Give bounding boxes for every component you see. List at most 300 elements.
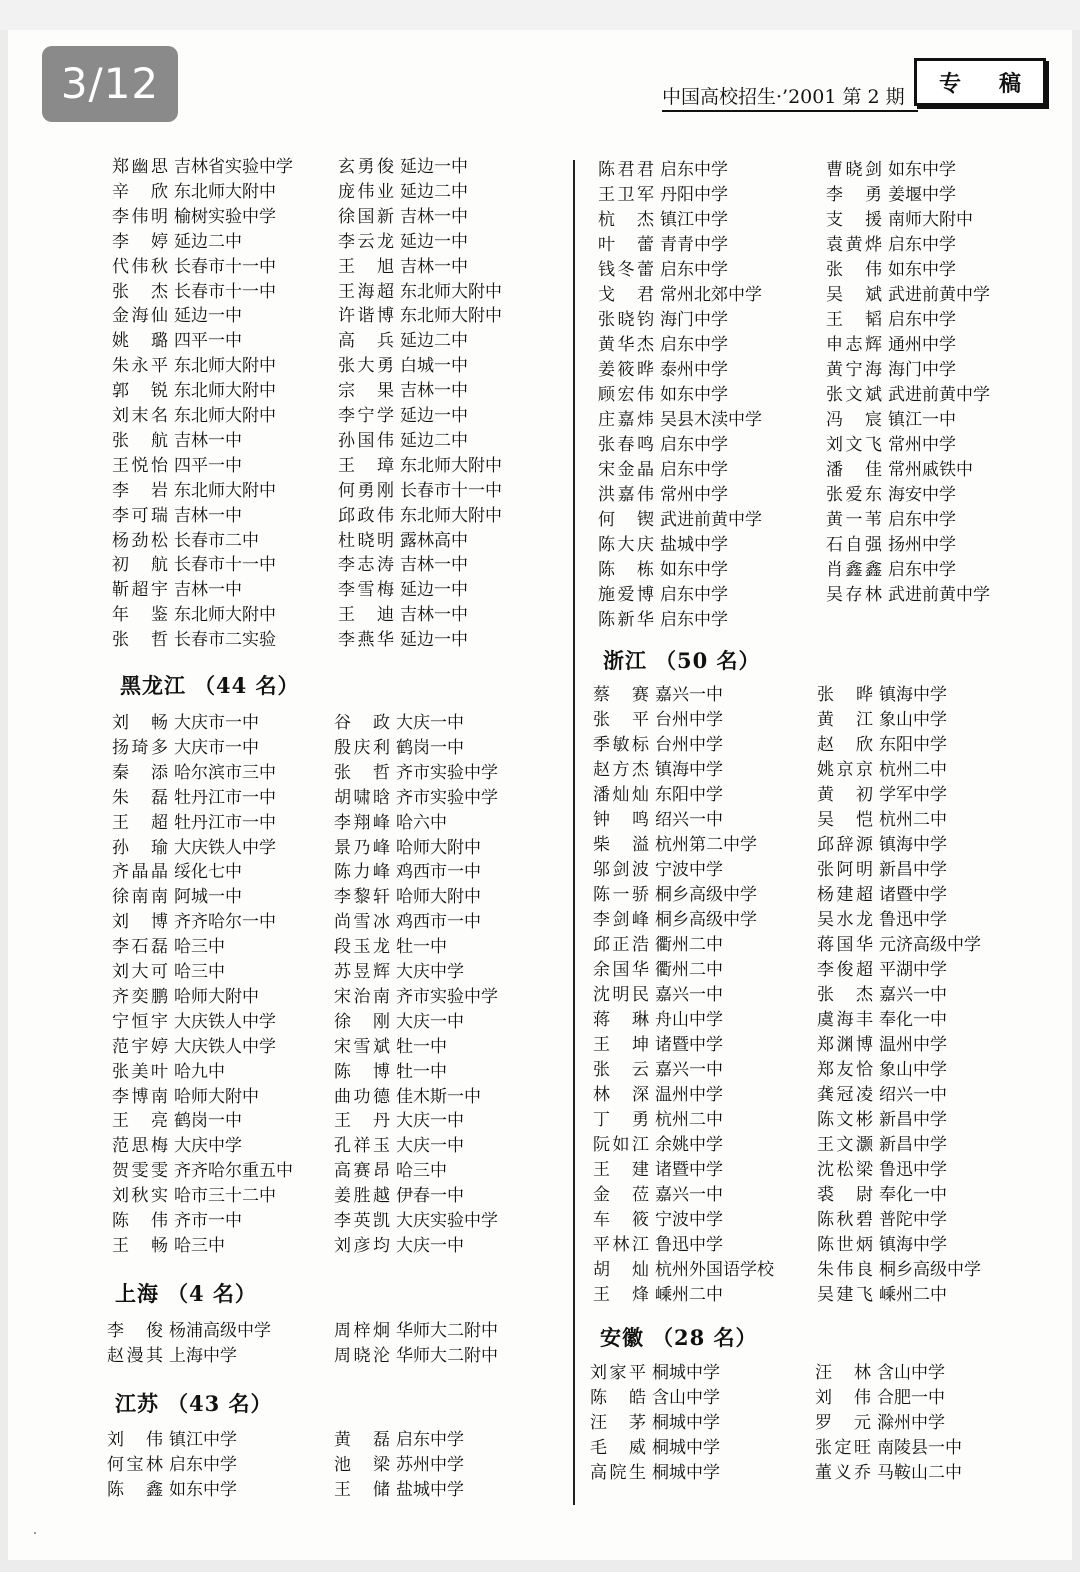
student-entry xyxy=(334,1236,464,1256)
student-name: 赵漫其 xyxy=(107,1346,163,1366)
school-name: 榆树实验中学 xyxy=(174,206,276,227)
page-indicator: 3/12 xyxy=(42,46,178,122)
school-name: 台州中学 xyxy=(655,735,723,755)
student-name: 李 勇 xyxy=(826,185,882,205)
student-entry xyxy=(338,630,468,650)
student-name: 王 烽 xyxy=(593,1285,649,1305)
student-entry xyxy=(112,157,293,177)
school-name: 东北师大附中 xyxy=(174,605,276,626)
student-name: 张 航 xyxy=(112,430,168,451)
student-entry xyxy=(334,838,481,858)
student-entry xyxy=(338,531,468,551)
student-entry xyxy=(112,182,276,202)
student-entry xyxy=(112,937,225,957)
student-entry xyxy=(826,335,956,355)
student-name: 殷庆利 xyxy=(334,737,390,758)
school-name: 大庆铁人中学 xyxy=(174,837,276,858)
school-name: 桐城中学 xyxy=(652,1463,720,1483)
student-entry xyxy=(338,282,502,302)
student-name: 王 储 xyxy=(334,1480,390,1500)
school-name: 东阳中学 xyxy=(879,735,947,755)
school-name: 杭州二中 xyxy=(879,760,947,780)
student-name: 叶 蕾 xyxy=(598,235,654,255)
student-entry xyxy=(826,560,956,580)
school-name: 盐城中学 xyxy=(660,535,728,555)
school-name: 武进前黄中学 xyxy=(888,385,990,405)
student-entry xyxy=(112,381,276,401)
school-name: 常州中学 xyxy=(660,485,728,505)
student-entry xyxy=(826,360,956,380)
student-entry xyxy=(107,1455,237,1475)
school-name: 如东中学 xyxy=(888,160,956,180)
school-name: 诸暨中学 xyxy=(655,1160,723,1180)
student-name: 王卫军 xyxy=(598,185,654,205)
school-name: 吉林一中 xyxy=(174,505,242,526)
student-entry xyxy=(338,331,468,351)
student-name: 曲功德 xyxy=(334,1086,390,1107)
student-name: 蔡 赛 xyxy=(593,685,649,705)
column-divider xyxy=(573,160,575,1505)
student-name: 高院生 xyxy=(590,1463,646,1483)
student-name: 刘 伟 xyxy=(107,1430,163,1450)
school-name: 常州北郊中学 xyxy=(660,285,762,305)
school-name: 桐乡高级中学 xyxy=(655,910,757,930)
student-entry xyxy=(593,735,723,755)
student-name: 池 梁 xyxy=(334,1455,390,1475)
school-name: 齐市实验中学 xyxy=(396,986,498,1007)
student-entry xyxy=(112,605,276,625)
school-name: 泰州中学 xyxy=(660,360,728,380)
student-name: 范思梅 xyxy=(112,1136,168,1157)
province-name: 安徽 xyxy=(600,1325,644,1350)
student-entry xyxy=(598,460,728,480)
section-heading xyxy=(600,1322,758,1352)
school-name: 桐城中学 xyxy=(652,1413,720,1433)
student-name: 陈 栋 xyxy=(598,560,654,580)
student-name: 杨劲松 xyxy=(112,530,168,551)
student-name: 汪 林 xyxy=(815,1363,871,1383)
school-name: 华师大二附中 xyxy=(396,1346,498,1366)
school-name: 奉化一中 xyxy=(879,1185,947,1205)
student-name: 宋金晶 xyxy=(598,460,654,480)
student-entry xyxy=(338,306,502,326)
student-entry xyxy=(593,1085,723,1105)
school-name: 嵊州二中 xyxy=(879,1285,947,1305)
student-name: 毛 威 xyxy=(590,1438,646,1458)
school-name: 牡丹江市一中 xyxy=(174,787,276,808)
student-entry xyxy=(826,585,990,605)
student-entry xyxy=(107,1346,237,1366)
student-entry xyxy=(338,182,468,202)
school-name: 启东中学 xyxy=(888,235,956,255)
school-name: 鹤岗一中 xyxy=(174,1111,242,1132)
student-entry xyxy=(338,232,468,252)
student-entry xyxy=(338,506,502,526)
province-name: 黑龙江 xyxy=(120,673,186,698)
student-entry xyxy=(826,385,990,405)
student-name: 邬剑波 xyxy=(593,860,649,880)
student-name: 高 兵 xyxy=(338,331,394,352)
student-name: 范宇婷 xyxy=(112,1036,168,1057)
scan-speck xyxy=(34,1532,36,1534)
quota-count: （28 名） xyxy=(652,1325,758,1350)
student-entry xyxy=(334,788,498,808)
student-entry xyxy=(817,1210,947,1230)
student-name: 胡 灿 xyxy=(593,1260,649,1280)
school-name: 大庆一中 xyxy=(396,1136,464,1157)
student-name: 刘大可 xyxy=(112,962,168,982)
school-name: 马鞍山二中 xyxy=(877,1463,962,1483)
student-entry xyxy=(338,481,502,501)
school-name: 吉林一中 xyxy=(400,605,468,626)
student-entry xyxy=(817,1235,947,1255)
student-name: 朱永平 xyxy=(112,356,168,377)
student-name: 王 丹 xyxy=(334,1111,390,1132)
student-entry xyxy=(826,260,956,280)
school-name: 绍兴一中 xyxy=(655,810,723,830)
school-name: 东北师大附中 xyxy=(400,455,502,476)
quota-count: （44 名） xyxy=(194,673,300,698)
student-entry xyxy=(112,555,276,575)
student-name: 李翔峰 xyxy=(334,812,390,833)
student-entry xyxy=(334,1087,481,1107)
student-name: 宋雪斌 xyxy=(334,1036,390,1057)
student-name: 景乃峰 xyxy=(334,837,390,858)
student-name: 张春鸣 xyxy=(598,435,654,455)
student-entry xyxy=(112,987,259,1007)
student-entry xyxy=(598,360,728,380)
student-entry xyxy=(338,257,468,277)
school-name: 镇江一中 xyxy=(888,410,956,430)
student-entry xyxy=(598,335,728,355)
student-name: 庞伟业 xyxy=(338,181,394,202)
school-name: 大庆中学 xyxy=(174,1136,242,1157)
student-name: 姚京京 xyxy=(817,760,873,780)
student-name: 刘 伟 xyxy=(815,1388,871,1408)
school-name: 大庆市一中 xyxy=(174,713,259,733)
student-name: 秦 添 xyxy=(112,762,168,783)
school-name: 东北师大附中 xyxy=(174,381,276,402)
student-name: 车 筱 xyxy=(593,1210,649,1230)
student-entry xyxy=(590,1438,720,1458)
student-name: 王 超 xyxy=(112,812,168,833)
student-entry xyxy=(334,1346,498,1366)
student-entry xyxy=(817,1060,947,1080)
student-name: 邱正浩 xyxy=(593,935,649,955)
quota-count: （4 名） xyxy=(167,1281,257,1306)
student-entry xyxy=(338,580,468,600)
section-heading xyxy=(115,1278,257,1308)
school-name: 华师大二附中 xyxy=(396,1321,498,1341)
student-name: 刘彦均 xyxy=(334,1235,390,1256)
school-name: 青青中学 xyxy=(660,235,728,255)
student-name: 吴 斌 xyxy=(826,285,882,305)
student-name: 张文斌 xyxy=(826,385,882,405)
quota-count: （43 名） xyxy=(167,1391,273,1416)
school-name: 南陵县一中 xyxy=(877,1438,962,1458)
student-entry xyxy=(112,481,276,501)
student-name: 张晓钧 xyxy=(598,310,654,330)
student-entry xyxy=(598,310,728,330)
student-name: 段玉龙 xyxy=(334,937,390,958)
school-name: 哈师大附中 xyxy=(174,986,259,1007)
student-entry xyxy=(334,912,481,932)
school-name: 启东中学 xyxy=(888,560,956,580)
school-name: 滁州中学 xyxy=(877,1413,945,1433)
student-name: 冯 宸 xyxy=(826,410,882,430)
school-name: 延边一中 xyxy=(400,630,468,651)
school-name: 佳木斯一中 xyxy=(396,1086,481,1107)
student-name: 尚雪冰 xyxy=(334,912,390,933)
school-name: 诸暨中学 xyxy=(655,1035,723,1055)
student-name: 黄一苇 xyxy=(826,510,882,530)
school-name: 大庆实验中学 xyxy=(396,1211,498,1231)
student-name: 赵方杰 xyxy=(593,760,649,780)
student-name: 王 璋 xyxy=(338,455,394,476)
school-name: 常州中学 xyxy=(888,435,956,455)
student-name: 刘文飞 xyxy=(826,435,882,455)
student-entry xyxy=(593,860,723,880)
section-heading xyxy=(120,670,300,700)
student-entry xyxy=(817,935,981,955)
school-name: 长春市十一中 xyxy=(174,281,276,302)
school-name: 盐城中学 xyxy=(396,1480,464,1500)
student-entry xyxy=(112,580,242,600)
school-name: 吉林一中 xyxy=(400,256,468,277)
student-name: 黄宁海 xyxy=(826,360,882,380)
school-name: 吴县木渎中学 xyxy=(660,410,762,430)
student-name: 李 俊 xyxy=(107,1321,163,1341)
student-name: 王海超 xyxy=(338,281,394,302)
student-entry xyxy=(598,410,762,430)
student-entry xyxy=(826,410,956,430)
student-name: 李剑峰 xyxy=(593,910,649,930)
section-heading xyxy=(603,645,761,675)
school-name: 镇江中学 xyxy=(660,210,728,230)
student-name: 陈新华 xyxy=(598,610,654,630)
student-entry xyxy=(334,1430,464,1450)
school-name: 启东中学 xyxy=(888,310,956,330)
student-entry xyxy=(112,1012,276,1032)
school-name: 吉林一中 xyxy=(400,381,468,402)
student-entry xyxy=(112,1211,242,1231)
student-name: 张 平 xyxy=(593,710,649,730)
student-entry xyxy=(817,1285,947,1305)
student-name: 李雪梅 xyxy=(338,580,394,601)
student-name: 丁 勇 xyxy=(593,1110,649,1130)
student-entry xyxy=(817,1185,947,1205)
school-name: 吉林一中 xyxy=(400,206,468,227)
school-name: 武进前黄中学 xyxy=(888,585,990,605)
school-name: 大庆市一中 xyxy=(174,737,259,758)
school-name: 哈三中 xyxy=(174,937,225,958)
school-name: 哈师大附中 xyxy=(396,837,481,858)
student-entry xyxy=(593,785,723,805)
student-name: 朱 磊 xyxy=(112,787,168,808)
school-name: 东北师大附中 xyxy=(174,406,276,426)
student-entry xyxy=(112,456,242,476)
student-name: 齐奕鹏 xyxy=(112,986,168,1007)
student-entry xyxy=(593,1035,723,1055)
student-name: 袁黄烨 xyxy=(826,235,882,255)
school-name: 镇海中学 xyxy=(879,1235,947,1255)
student-entry xyxy=(112,1037,276,1057)
student-entry xyxy=(817,1035,947,1055)
student-name: 何宝林 xyxy=(107,1455,163,1475)
student-entry xyxy=(112,1062,225,1082)
student-name: 王 旭 xyxy=(338,256,394,277)
school-name: 武进前黄中学 xyxy=(660,510,762,530)
student-name: 杜晓明 xyxy=(338,530,394,551)
province-name: 浙江 xyxy=(603,648,647,673)
school-name: 嘉兴一中 xyxy=(655,985,723,1005)
student-entry xyxy=(112,282,276,302)
student-entry xyxy=(334,1111,464,1131)
student-entry xyxy=(334,887,481,907)
student-name: 汪 茅 xyxy=(590,1413,646,1433)
student-name: 孙 瑜 xyxy=(112,837,168,858)
student-entry xyxy=(826,160,956,180)
school-name: 衢州二中 xyxy=(655,935,723,955)
school-name: 长春市十一中 xyxy=(174,555,276,576)
student-name: 张定旺 xyxy=(815,1438,871,1458)
school-name: 鲁迅中学 xyxy=(879,910,947,930)
student-entry xyxy=(112,207,276,227)
student-entry xyxy=(112,406,276,426)
school-name: 桐乡高级中学 xyxy=(879,1260,981,1280)
student-entry xyxy=(112,838,276,858)
student-name: 何勇刚 xyxy=(338,480,394,501)
school-name: 牡一中 xyxy=(396,1036,447,1057)
school-name: 长春市二实验 xyxy=(174,630,276,651)
student-entry xyxy=(334,987,498,1007)
school-name: 象山中学 xyxy=(879,1060,947,1080)
school-name: 海安中学 xyxy=(888,485,956,505)
school-name: 启东中学 xyxy=(660,460,728,480)
section-heading xyxy=(115,1388,273,1418)
student-name: 龚冠凌 xyxy=(817,1085,873,1105)
student-name: 张 云 xyxy=(593,1060,649,1080)
student-entry xyxy=(593,760,723,780)
viewer-top-bar xyxy=(0,0,1080,30)
student-entry xyxy=(112,788,276,808)
student-name: 陈 皓 xyxy=(590,1388,646,1408)
student-entry xyxy=(817,860,947,880)
student-name: 李石磊 xyxy=(112,937,168,958)
school-name: 南师大附中 xyxy=(888,210,973,230)
student-name: 董义乔 xyxy=(815,1463,871,1483)
school-name: 姜堰中学 xyxy=(888,185,956,205)
student-entry xyxy=(817,985,947,1005)
school-name: 含山中学 xyxy=(652,1388,720,1408)
school-name: 如东中学 xyxy=(660,560,728,580)
student-entry xyxy=(112,1236,225,1256)
student-name: 孔祥玉 xyxy=(334,1136,390,1157)
student-entry xyxy=(112,962,225,982)
student-name: 张 哲 xyxy=(112,630,168,651)
student-name: 邱辞源 xyxy=(817,835,873,855)
student-name: 林 深 xyxy=(593,1085,649,1105)
school-name: 延边一中 xyxy=(400,580,468,601)
student-name: 申志辉 xyxy=(826,335,882,355)
school-name: 大庆一中 xyxy=(396,1235,464,1256)
student-entry xyxy=(590,1463,720,1483)
student-entry xyxy=(593,1285,723,1305)
student-entry xyxy=(815,1388,945,1408)
student-name: 陈 伟 xyxy=(112,1211,168,1231)
student-name: 王悦怡 xyxy=(112,455,168,476)
school-name: 鸡西市一中 xyxy=(396,862,481,883)
student-name: 高赛昂 xyxy=(334,1161,390,1182)
student-entry xyxy=(817,885,947,905)
school-name: 海门中学 xyxy=(660,310,728,330)
student-entry xyxy=(338,605,468,625)
school-name: 新昌中学 xyxy=(879,860,947,880)
student-entry xyxy=(593,1235,723,1255)
school-name: 东北师大附中 xyxy=(400,505,502,526)
student-name: 徐南南 xyxy=(112,887,168,908)
student-entry xyxy=(826,485,956,505)
student-entry xyxy=(593,685,723,705)
student-entry xyxy=(593,1185,723,1205)
column-tag-right: 稿 xyxy=(998,70,1021,97)
student-name: 王 畅 xyxy=(112,1235,168,1256)
student-entry xyxy=(112,531,259,551)
header-rule xyxy=(662,110,918,112)
student-entry xyxy=(598,485,728,505)
student-name: 黄 初 xyxy=(817,785,873,805)
student-entry xyxy=(590,1363,720,1383)
student-entry xyxy=(815,1463,962,1483)
student-name: 支 援 xyxy=(826,210,882,230)
student-name: 蒋 琳 xyxy=(593,1010,649,1030)
student-name: 苏昱辉 xyxy=(334,962,390,982)
student-name: 代伟秋 xyxy=(112,256,168,277)
student-name: 年 鉴 xyxy=(112,605,168,626)
student-name: 徐国新 xyxy=(338,206,394,227)
school-name: 启东中学 xyxy=(660,435,728,455)
student-entry xyxy=(598,260,728,280)
student-entry xyxy=(334,1321,498,1341)
student-name: 王 坤 xyxy=(593,1035,649,1055)
school-name: 如东中学 xyxy=(169,1480,237,1500)
student-name: 黄 磊 xyxy=(334,1430,390,1450)
student-entry xyxy=(598,235,728,255)
student-entry xyxy=(826,210,973,230)
student-entry xyxy=(338,555,468,575)
school-name: 奉化一中 xyxy=(879,1010,947,1030)
school-name: 牡一中 xyxy=(396,1061,447,1082)
student-entry xyxy=(112,257,276,277)
student-entry xyxy=(338,456,502,476)
school-name: 鸡西市一中 xyxy=(396,912,481,933)
student-entry xyxy=(112,506,242,526)
student-name: 刘末名 xyxy=(112,406,168,426)
student-name: 王 建 xyxy=(593,1160,649,1180)
school-name: 四平一中 xyxy=(174,455,242,476)
student-entry xyxy=(107,1480,237,1500)
student-name: 姜胜越 xyxy=(334,1186,390,1207)
school-name: 四平一中 xyxy=(174,331,242,352)
student-name: 杨建超 xyxy=(817,885,873,905)
school-name: 露林高中 xyxy=(400,530,468,551)
student-name: 李博南 xyxy=(112,1086,168,1107)
student-name: 李可瑞 xyxy=(112,505,168,526)
school-name: 哈师大附中 xyxy=(174,1086,259,1107)
school-name: 镇海中学 xyxy=(879,685,947,705)
school-name: 嘉兴一中 xyxy=(655,1060,723,1080)
school-name: 嵊州二中 xyxy=(655,1285,723,1305)
